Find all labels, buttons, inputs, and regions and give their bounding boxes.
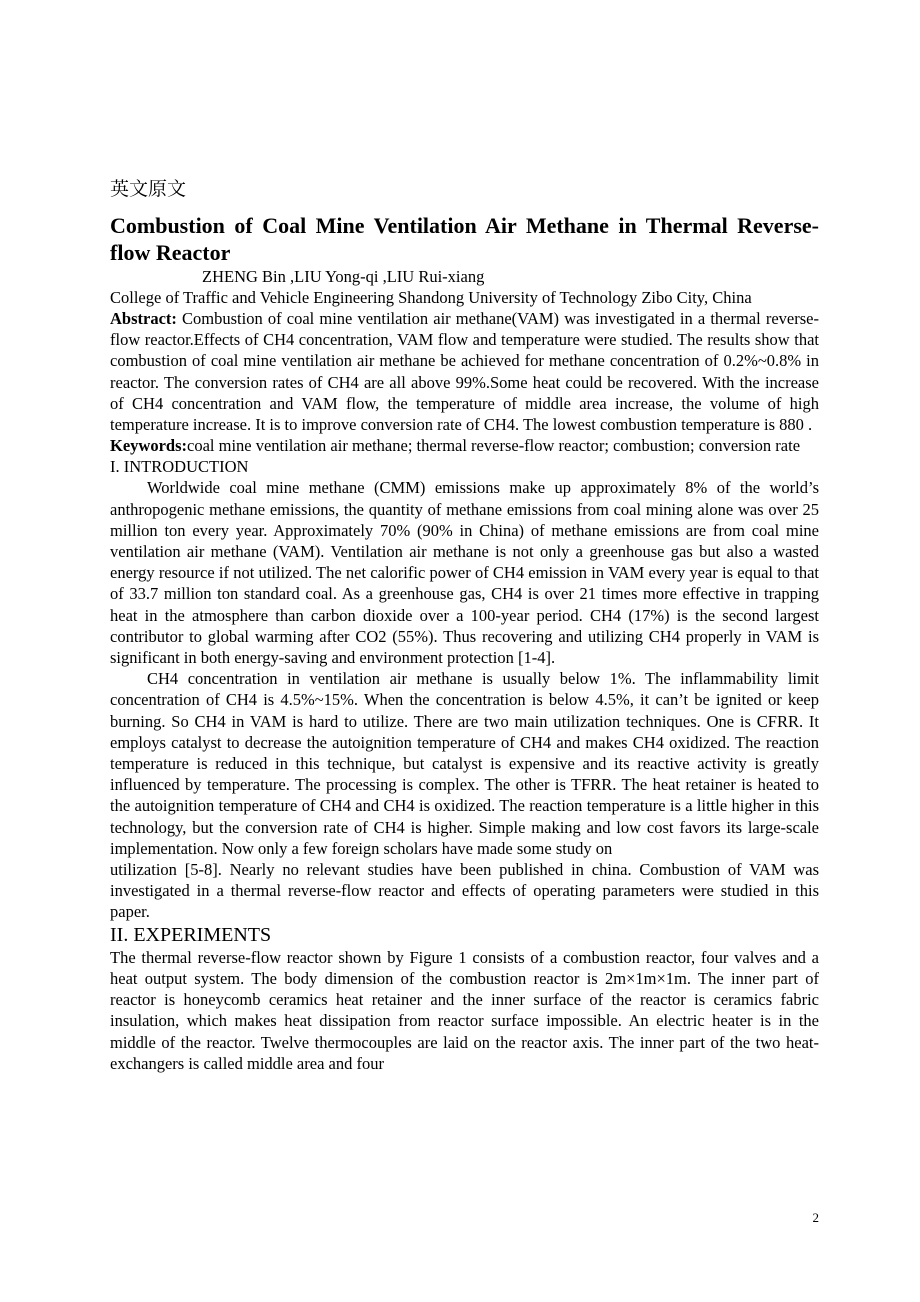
paper-title: Combustion of Coal Mine Ventilation Air Methane in Thermal Reverse-flow Reactor bbox=[110, 213, 819, 265]
section-heading-introduction: I. INTRODUCTION bbox=[110, 457, 249, 477]
intro-paragraph-1: Worldwide coal mine methane (CMM) emissions make up approximately 8% of the world’s anthropogenic methane emissions, the quantity of methane emissions from coal mining alone was over 25 million ton every year. Approximately 70% (90% in China) of methane emissions are from coal mine ventilation air methane (VAM). Ventilation air methane is not only a greenhouse gas but also a wasted energy resource if not utilized. The net calorific power of CH4 emission in VAM every year is equal to that of 33.7 million ton standard coal. As a greenhouse gas, CH4 is over 21 times more effective in trapping heat in the atmosphere than carbon dioxide over a 100-year period. CH4 (17%) is the second largest contributor to global warming after CO2 (55%). Thus recovering and utilizing CH4 properly in VAM is significant in both energy-saving and environment protection [1-4]. bbox=[110, 478, 819, 668]
intro-paragraph-2: CH4 concentration in ventilation air methane is usually below 1%. The inflammability limit concentration of CH4 is 4.5%~15%. When the concentration is below 4.5%, it can’t be ignited or keep burning. So CH4 in VAM is hard to utilize. There are two main utilization techniques. One is CFRR. It employs catalyst to decrease the autoignition temperature of CH4 and makes CH4 oxidized. The reaction temperature is reduced in this technique, but catalyst is expensive and its reactive activity is greatly influenced by temperature. The processing is complex. The other is TFRR. The heat retainer is heated to the autoignition temperature of CH4 and CH4 is oxidized. The reaction temperature is a little higher in this technology, but the conversion rate of CH4 is higher. Simple making and low cost favors its large-scale implementation. Now only a few foreign scholars have made some study on bbox=[110, 669, 819, 858]
chinese-heading: 英文原文 bbox=[110, 178, 187, 200]
document-body bbox=[110, 176, 819, 1074]
affiliation: College of Traffic and Vehicle Engineering Shandong University of Technology Zibo City, China bbox=[110, 288, 752, 307]
keywords-text: coal mine ventilation air methane; thermal reverse-flow reactor; combustion; conversion rate bbox=[187, 436, 801, 456]
abstract-label: Abstract: bbox=[110, 309, 177, 328]
page-number: 2 bbox=[812, 1210, 819, 1225]
intro-paragraph-3: utilization [5-8]. Nearly no relevant studies have been published in china. Combustion of VAM was investigated in a thermal reverse-flow reactor and effects of operating parameters were studied in this paper. bbox=[110, 860, 819, 922]
section-heading-experiments: II. EXPERIMENTS bbox=[110, 923, 272, 946]
keywords bbox=[110, 435, 819, 456]
authors-line: ZHENG Bin ,LIU Yong-qi ,LIU Rui-xiang bbox=[202, 267, 485, 286]
abstract-text: Combustion of coal mine ventilation air methane(VAM) was investigated in a thermal reverse-flow reactor.Effects of CH4 concentration, VAM flow and temperature were studied. The results show that combustion of coal mine ventilation air methane be achieved for methane concentration of 0.2%~0.8% in reactor. The conversion rates of CH4 are all above 99%.Some heat could be recovered. With the increase of CH4 concentration and VAM flow, the temperature of middle area increase, the volume of high temperature increase. It is to improve conversion rate of CH4. The lowest combustion temperature is 880 . bbox=[110, 309, 819, 435]
keywords-label: Keywords: bbox=[110, 436, 187, 456]
abstract bbox=[110, 308, 819, 435]
experiments-paragraph-1: The thermal reverse-flow reactor shown by Figure 1 consists of a combustion reactor, four valves and a heat output system. The body dimension of the combustion reactor is 2m×1m×1m. The inner part of reactor is honeycomb ceramics heat retainer and the inner surface of the reactor is ceramics fabric insulation, which makes heat dissipation from reactor surface impossible. An electric heater is in the middle of the reactor. Twelve thermocouples are laid on the reactor axis. The inner part of the two heat-exchangers is called middle area and four bbox=[110, 947, 819, 1073]
